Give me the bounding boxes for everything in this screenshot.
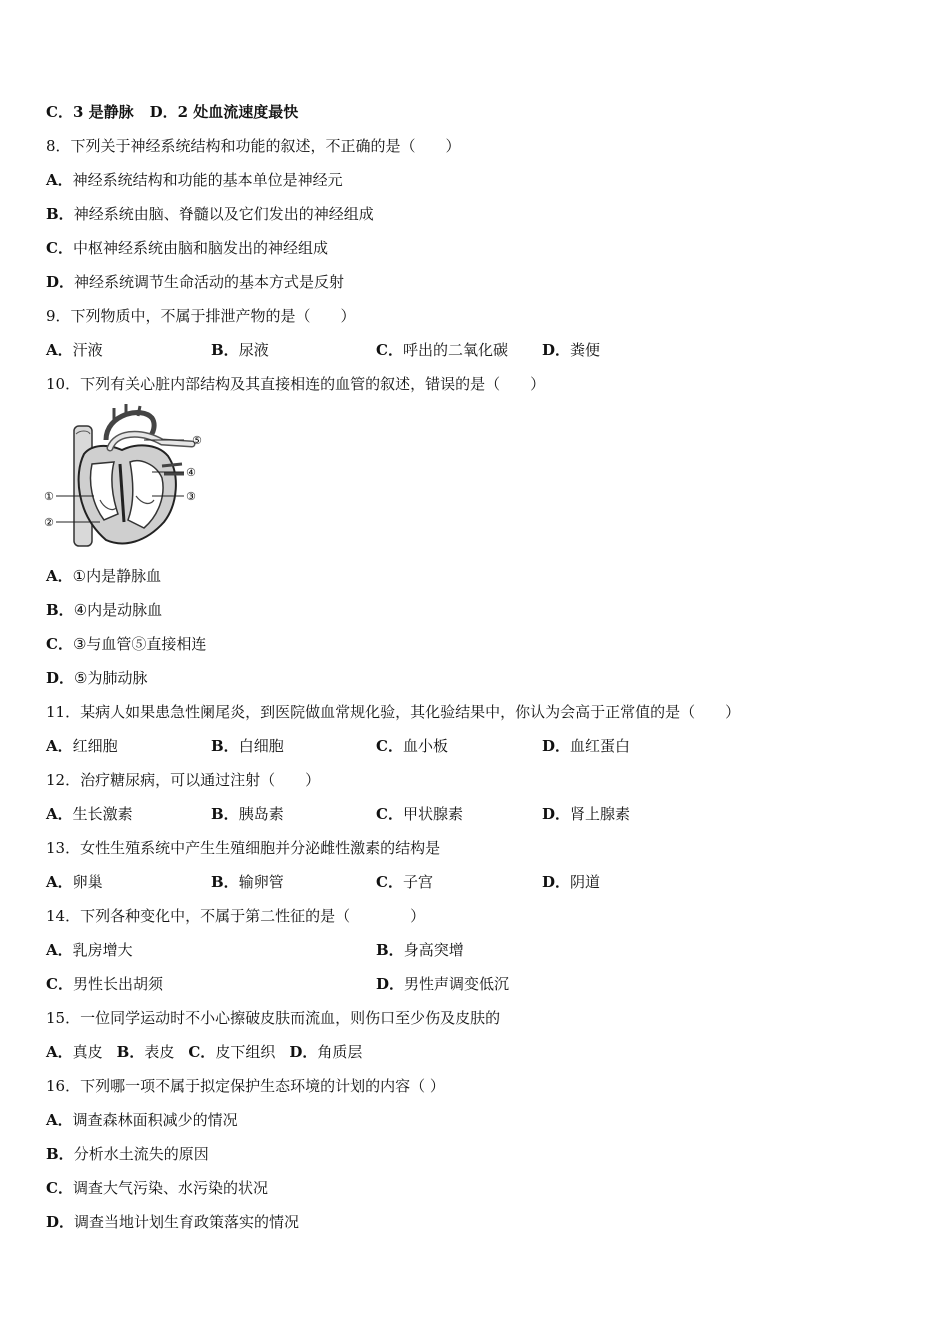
q9-stem: 9．下列物质中，不属于排泄产物的是（ ） [46, 307, 356, 325]
heart-illustration [44, 404, 204, 550]
q14-option-a: A．乳房增大 [46, 941, 133, 959]
q8-option-b: B．神经系统由脑、脊髓以及它们发出的神经组成 [46, 205, 374, 223]
heart-diagram [44, 404, 204, 550]
q12-options-row [46, 804, 926, 824]
q13-option-c: C．子宫 [376, 873, 433, 891]
q10-option-b: B．④内是动脉血 [46, 601, 163, 619]
q15-stem: 15．一位同学运动时不小心擦破皮肤而流血，则伤口至少伤及皮肤的 [46, 1009, 501, 1027]
option-text: 3 是静脉 [72, 103, 134, 121]
q11-option-a: A．红细胞 [46, 737, 118, 755]
q14-options-row-2 [46, 974, 926, 994]
q16-option-b: B．分析水土流失的原因 [46, 1145, 209, 1163]
q14-stem: 14．下列各种变化中，不属于第二性征的是（ ） [46, 907, 426, 925]
option-key: D． [149, 103, 178, 121]
q13-option-d: D．阴道 [542, 873, 601, 891]
q12-option-d: D．肾上腺素 [542, 805, 631, 823]
q9-options-row [46, 340, 926, 360]
q9-option-a: A．汗液 [46, 341, 103, 359]
q14-option-d: D．男性声调变低沉 [376, 975, 510, 993]
q12-stem: 12．治疗糖尿病，可以通过注射（ ） [46, 771, 321, 789]
q14-option-c: C．男性长出胡须 [46, 975, 163, 993]
q11-option-b: B．白细胞 [211, 737, 284, 755]
q10-option-d: D．⑤为肺动脉 [46, 669, 148, 687]
q14-options-row-1 [46, 940, 926, 960]
q11-option-d: D．血红蛋白 [542, 737, 631, 755]
q7-options-row [46, 102, 298, 122]
option-key: C． [46, 103, 73, 121]
label-4: ④ [186, 466, 196, 479]
option-text: 2 处血流速度最快 [177, 103, 299, 121]
label-2: ② [44, 516, 54, 529]
q15-options-row: A．真皮 B．表皮 C．皮下组织 D．角质层 [46, 1043, 363, 1061]
q12-option-b: B．胰岛素 [211, 805, 284, 823]
label-5: ⑤ [192, 434, 202, 447]
label-1: ① [44, 490, 54, 503]
q13-stem: 13．女性生殖系统中产生生殖细胞并分泌雌性激素的结构是 [46, 839, 441, 857]
q9-option-b: B．尿液 [211, 341, 269, 359]
q11-options-row [46, 736, 926, 756]
q13-option-a: A．卵巢 [46, 873, 103, 891]
label-3: ③ [186, 490, 196, 503]
q9-option-c: C．呼出的二氧化碳 [376, 341, 508, 359]
q13-options-row [46, 872, 926, 892]
q16-option-a: A．调查森林面积减少的情况 [46, 1111, 238, 1129]
q9-option-d: D．粪便 [542, 341, 601, 359]
q8-stem: 8．下列关于神经系统结构和功能的叙述，不正确的是（ ） [46, 137, 461, 155]
q12-option-c: C．甲状腺素 [376, 805, 463, 823]
q16-option-c: C．调查大气污染、水污染的状况 [46, 1179, 268, 1197]
q16-option-d: D．调查当地计划生育政策落实的情况 [46, 1213, 300, 1231]
q10-stem: 10．下列有关心脏内部结构及其直接相连的血管的叙述，错误的是（ ） [46, 375, 546, 393]
q16-stem: 16．下列哪一项不属于拟定保护生态环境的计划的内容（ ） [46, 1077, 445, 1095]
q10-option-c: C．③与血管⑤直接相连 [46, 635, 207, 653]
q11-option-c: C．血小板 [376, 737, 448, 755]
q14-option-b: B．身高突增 [376, 941, 464, 959]
q8-option-c: C．中枢神经系统由脑和脑发出的神经组成 [46, 239, 328, 257]
q8-option-d: D．神经系统调节生命活动的基本方式是反射 [46, 273, 345, 291]
q8-option-a: A．神经系统结构和功能的基本单位是神经元 [46, 171, 343, 189]
q10-option-a: A．①内是静脉血 [46, 567, 162, 585]
q12-option-a: A．生长激素 [46, 805, 133, 823]
q13-option-b: B．输卵管 [211, 873, 284, 891]
q11-stem: 11．某病人如果患急性阑尾炎，到医院做血常规化验，其化验结果中，你认为会高于正常值的是（ ） [46, 703, 741, 721]
